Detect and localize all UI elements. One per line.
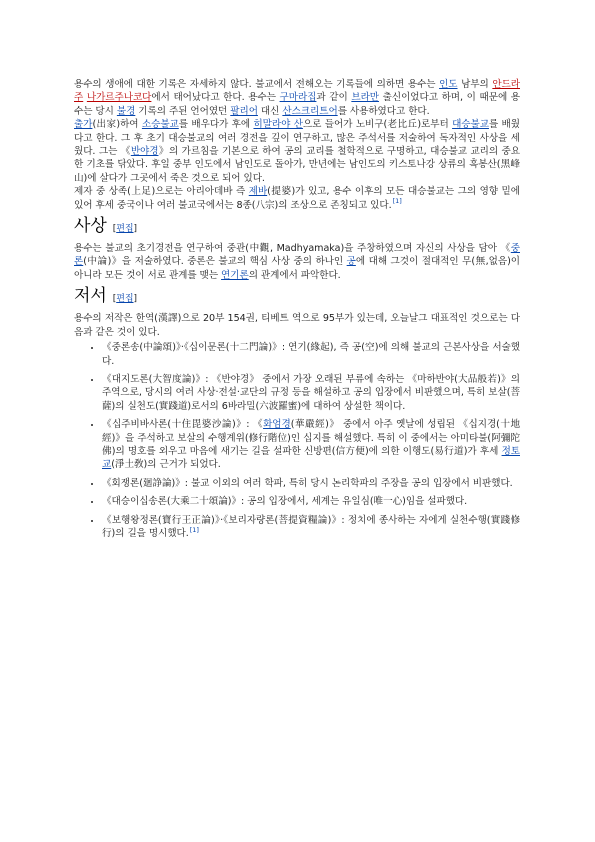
link-sutra[interactable]: 불경: [116, 105, 136, 117]
list-item: • 《회쟁론(廻諍論)》: 불교 이외의 여러 학파, 특히 당시 논리학파의 주장을 공의 입장에서 비판했다.: [102, 477, 520, 490]
link-india[interactable]: 인도: [439, 79, 458, 90]
link-hinayana[interactable]: 소승불교: [141, 119, 179, 131]
list-item: • 《보행왕정론(寶行王正論)》·《보리자량론(菩提資糧論)》: 정치에 종사하는 자에게 실천수행(實踐修行)의 길을 명시했다.[1]: [102, 514, 520, 541]
link-pure-land[interactable]: 정토교: [102, 445, 520, 471]
section-heading-thought: 사상 [편집]: [74, 216, 137, 237]
list-item: • 《십주비바사론(十住毘婆沙論)》: 《화엄경(華嚴經)》 중에서 아주 옛날에 성립된 《십지경(十地經)》을 주석하고 보살의 수행계위(修行階位)인 십지를 해설했다. 특히 이 중에서는 아미타불(阿彌陀佛)의 명호를 외우고 마음에 새기는 길을 설파한 신방편(信方便)에 의한 이행도(易行道)가 후세 정토교(淨土敎)의 근거가 되었다.: [102, 418, 520, 472]
article-body: [74, 78, 520, 545]
list-item: • 《대승이십송론(大乘二十頌論)》: 공의 입장에서, 세계는 유일심(唯一心)임을 설파했다.: [102, 495, 520, 508]
link-dependent-origination[interactable]: 연기론: [221, 269, 249, 281]
link-andhra[interactable]: 안드라 주: [74, 79, 520, 104]
edit-button[interactable]: 편집: [116, 294, 134, 305]
link-aryadeva[interactable]: 제바: [248, 186, 268, 198]
link-sanskrit[interactable]: 산스크리트어: [282, 105, 338, 117]
reference-marker[interactable]: [1]: [392, 197, 402, 206]
paragraph-disciples: 제자 중 상족(上足)으로는 아리아데바 즉 제바(提婆)가 있고, 용수 이후의 모든 대승불교는 그의 영향 밑에 있어 후세 중국이나 여러 불교국에서는 8종(八宗)의 조상으로 존칭되고 있다.[1]: [74, 186, 520, 211]
link-brahmin[interactable]: 브라만: [351, 92, 380, 104]
link-himalaya[interactable]: 히말라야 산: [253, 119, 303, 131]
link-mahayana[interactable]: 대승불교: [452, 119, 489, 131]
edit-section-link: [편집]: [112, 294, 137, 305]
link-mulamadhyamakakarika[interactable]: 중론: [74, 243, 520, 268]
list-item: • 《중론송(中論頌)》·《십이문론(十二門論)》: 연기(緣起), 즉 공(空)에 의해 불교의 근본사상을 서술했다.: [102, 341, 520, 368]
link-ordination[interactable]: 출가: [74, 119, 93, 131]
reference-marker[interactable]: [1]: [189, 525, 199, 534]
paragraph-thought: 용수는 불교의 초기경전을 연구하여 중관(中觀, Madhyamaka)을 주창하였으며 자신의 사상을 담아 《중론(中論)》을 저술하였다. 중론은 불교의 핵심 사상 중의 하나인 공에 대해 그것이 절대적인 무(無,없음)이 아니라 모든 것이 서로 관계를 맺는 연기론의 관계에서 파악한다.: [74, 243, 520, 281]
link-kumarajiva[interactable]: 구마라집: [279, 92, 317, 104]
works-list: [74, 341, 520, 540]
link-sunyata[interactable]: 공: [346, 256, 356, 268]
link-prajnaparamita[interactable]: 반야경: [130, 146, 159, 158]
paragraph-works-intro: 용수의 저작은 한역(漢譯)으로 20부 154권, 티베트 역으로 95부가 있는데, 오늘날그 대표적인 것으로는 다음과 같은 것이 있다.: [74, 313, 520, 338]
section-heading-works: 저서 [편집]: [74, 286, 137, 307]
paragraph-ordination: 출가(出家)하여 소승불교를 배우다가 후에 히말라야 산으로 들어가 노비구(老比丘)로부터 대승불교를 배웠다고 한다. 그 후 초기 대승불교의 여러 경전을 깊이 연구하고, 많은 주석서를 저술하여 독자적인 사상을 세웠다. 그는 《반야경》의 가르침을 기본으로 하여 공의 교리를 철학적으로 구명하고, 대승불교 교리의 중요한 기초를 닦았다. 후일 중부 인도에서 남인도로 돌아가, 만년에는 남인도의 키스토나강 상류의 흑봉산(黑峰山)에 살다가 그곳에서 죽은 것으로 되어 있다.: [74, 119, 520, 184]
link-nagarjunakonda[interactable]: 나가르주나코다: [86, 92, 152, 104]
list-item: • 《대지도론(大智度論)》: 《반야경》 중에서 가장 오래된 부류에 속하는 《마하반야(大品般若)》의 주역으로, 당시의 여러 사상·전설·교단의 규정 등을 해설하고 공의 입장에서 비판했으며, 특히 보살(菩薩)의 실천도(實踐道)로서의 6바라밀(六波羅蜜)에 대하여 상설한 책이다.: [102, 373, 520, 413]
link-avatamsaka[interactable]: 화엄경: [263, 419, 291, 431]
edit-button[interactable]: 편집: [116, 224, 134, 235]
paragraph-life: 용수의 생애에 대한 기록은 자세하지 않다. 불교에서 전해오는 기록들에 의하면 용수는 인도 남부의 안드라 주 나가르주나코다에서 태어났다고 한다. 용수는 구마라집과 같이 브라만 출신이었다고 하며, 이 때문에 용수는 당시 불경 기록의 주된 언어였던 팔리어 대신 산스크리트어를 사용하였다고 한다.: [74, 79, 521, 117]
link-pali[interactable]: 팔리어: [230, 105, 258, 117]
edit-section-link: [편집]: [112, 224, 137, 235]
